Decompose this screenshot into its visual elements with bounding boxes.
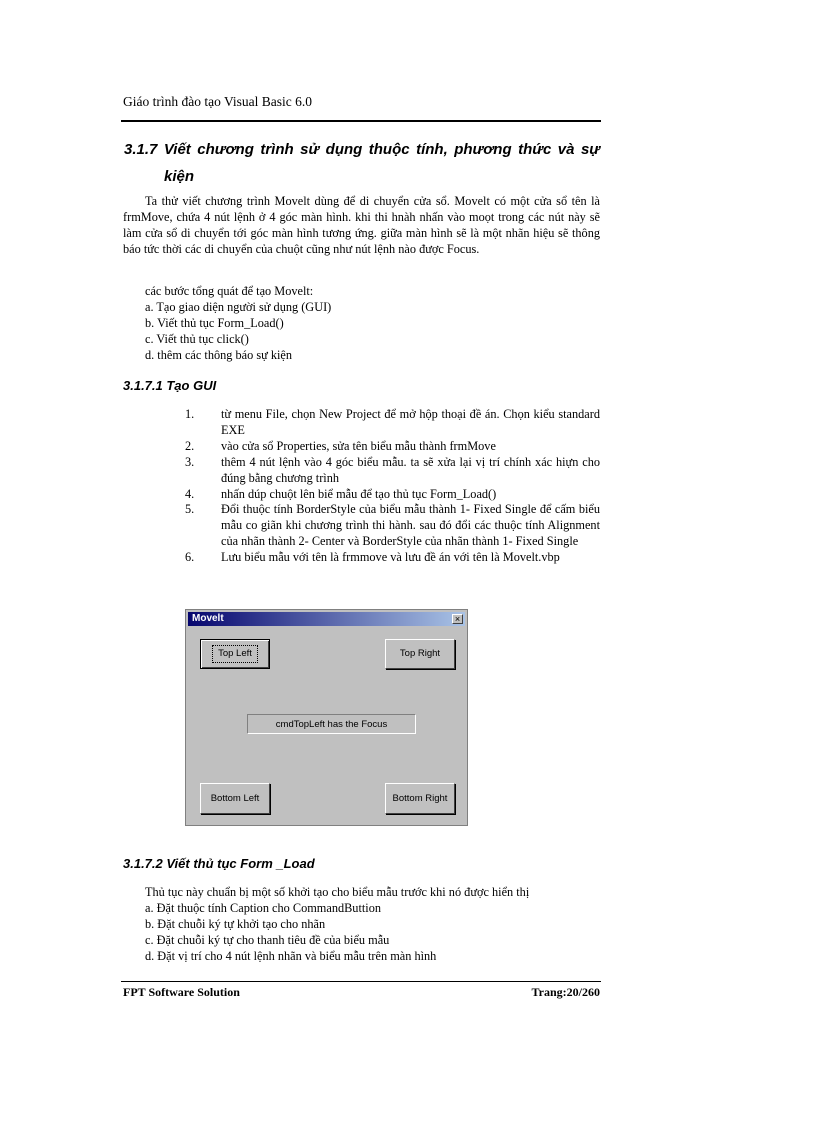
- header-rule: [121, 120, 601, 122]
- gui-steps-list: [185, 407, 600, 566]
- close-icon[interactable]: ×: [452, 614, 463, 624]
- list-item: a. Đặt thuộc tính Caption cho CommandButtion: [145, 901, 382, 915]
- footer-company: FPT Software Solution: [123, 985, 240, 999]
- list-item: 1. từ menu File, chọn New Project để mở hộp thoại đề án. Chọn kiểu standard EXE: [185, 407, 600, 437]
- focus-status-label: cmdTopLeft has the Focus: [247, 714, 416, 734]
- footer-page-number: Trang:20/260: [531, 985, 600, 999]
- list-item: d. Đặt vị trí cho 4 nút lệnh nhãn và biểu mẫu trên màn hình: [145, 949, 437, 963]
- window-titlebar: [188, 612, 465, 626]
- bottom-right-label: Bottom Right: [392, 792, 448, 804]
- intro-paragraph: Ta thử viết chương trình Movelt dùng để di chuyển cửa sổ. Movelt có một cửa sổ tên là frmMove, chứa 4 nút lệnh ở 4 góc màn hình. khi thi hnàh nhấn vào moọt trong các nút này sẽ làm cửa sổ di chuyển tới góc màn hình tương ứng. giữa màn hình sẽ là một nhãn hiệu sẽ thông báo tức thời các di chuyển của chuột cũng như nút lệnh nào được Focus.: [123, 194, 600, 256]
- bottom-right-button[interactable]: [385, 783, 455, 814]
- bottom-left-button[interactable]: [200, 783, 270, 814]
- top-left-label: Top Left: [215, 648, 255, 660]
- top-right-button[interactable]: [385, 639, 455, 669]
- list-item: b. Đặt chuỗi ký tự khởi tạo cho nhãn: [145, 917, 326, 931]
- bottom-left-label: Bottom Left: [210, 792, 260, 804]
- footer-rule: [121, 981, 601, 982]
- section-heading: 3.1.7 Viết chương trình sử dụng thuộc tính, phương thức và sự: [124, 141, 600, 158]
- list-item: c. Viết thủ tục click(): [145, 332, 249, 346]
- steps-intro: các bước tổng quát để tạo Movelt:: [145, 284, 314, 298]
- top-left-button[interactable]: [200, 639, 270, 669]
- list-item: 5. Đổi thuộc tính BorderStyle của biểu mẫu thành 1- Fixed Single để cấm biểu mẫu co giãn khi chương trình thi hành. sau đó đổi các thuộc tính Alignment của nhãn thành 2- Center và BorderStyle của nhãn thành 1- Fixed Single: [185, 502, 600, 549]
- list-item: 6. Lưu biểu mẫu với tên là frmmove và lưu đề án với tên là Movelt.vbp: [185, 550, 560, 565]
- section-heading-continued: kiện: [164, 168, 195, 185]
- list-item: 4. nhấn dúp chuột lên biể mẫu để tạo thủ tục Form_Load(): [185, 486, 497, 501]
- subsection-heading-gui: 3.1.7.1 Tạo GUI: [123, 378, 217, 393]
- list-item: d. thêm các thông báo sự kiện: [145, 348, 293, 362]
- subsection-heading-form-load: 3.1.7.2 Viết thủ tục Form _Load: [123, 856, 315, 871]
- running-header: Giáo trình đào tạo Visual Basic 6.0: [123, 94, 313, 109]
- movelt-form-window: [185, 609, 468, 826]
- form-load-intro: Thủ tục này chuẩn bị một số khởi tạo cho biểu mẫu trước khi nó được hiển thị: [145, 885, 530, 899]
- list-item: a. Tạo giao diện người sử dụng (GUI): [145, 300, 332, 314]
- list-item: 3. thêm 4 nút lệnh vào 4 góc biểu mẫu. ta sẽ xửa lại vị trí chính xác hiựn cho đúng bằng chương trình: [185, 454, 600, 485]
- window-title: Movelt: [192, 613, 224, 624]
- list-item: b. Viết thủ tục Form_Load(): [145, 316, 284, 330]
- list-item: 2. vào cửa sổ Properties, sửa tên biểu mẫu thành frmMove: [185, 438, 496, 453]
- top-right-label: Top Right: [399, 648, 441, 660]
- list-item: c. Đặt chuỗi ký tự cho thanh tiêu đề của biểu mẫu: [145, 933, 390, 947]
